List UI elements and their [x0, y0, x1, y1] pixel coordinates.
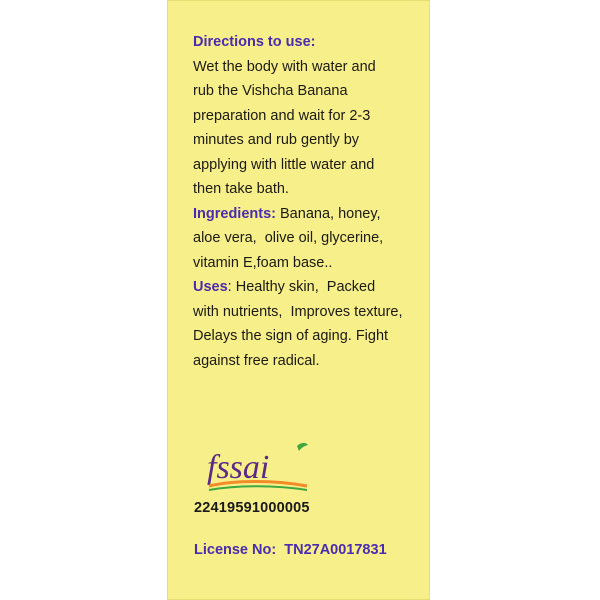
ingredients-line: vitamin E,foam base.. [193, 254, 333, 271]
ingredients-section [193, 202, 425, 276]
directions-line: Wet the body with water and [193, 58, 376, 75]
directions-section [193, 30, 425, 202]
directions-line: minutes and rub gently by [193, 132, 360, 148]
fssai-logo-icon [205, 438, 311, 496]
uses-section [193, 275, 425, 373]
directions-line: preparation and wait for 2-3 [193, 107, 371, 124]
uses-line: with nutrients, Improves texture, [193, 303, 403, 320]
ingredients-heading: Ingredients: [193, 205, 276, 222]
directions-heading: Directions to use: [193, 34, 316, 50]
ingredients-line: Banana, honey, [275, 205, 381, 222]
fssai-logo-text: fssai [207, 449, 270, 486]
license-value: TN27A0017831 [284, 542, 387, 558]
directions-line: applying with little water and [193, 156, 375, 173]
uses-heading: Uses [193, 279, 228, 295]
label-text [193, 30, 425, 373]
license-line [194, 542, 387, 558]
fssai-license-number: 22419591000005 [194, 500, 310, 516]
label-panel [167, 0, 430, 600]
directions-line: rub the Vishcha Banana [193, 83, 348, 99]
license-label: License No: [194, 542, 285, 558]
uses-line: Delays the sign of aging. Fight [193, 328, 389, 344]
uses-line: against free radical. [193, 352, 320, 369]
logo-swoosh-icon [209, 486, 307, 490]
directions-line: then take bath. [193, 181, 289, 197]
uses-line: : Healthy skin, Packed [227, 279, 376, 295]
ingredients-line: aloe vera, olive oil, glycerine, [193, 230, 384, 246]
logo-leaf-icon [297, 443, 308, 451]
